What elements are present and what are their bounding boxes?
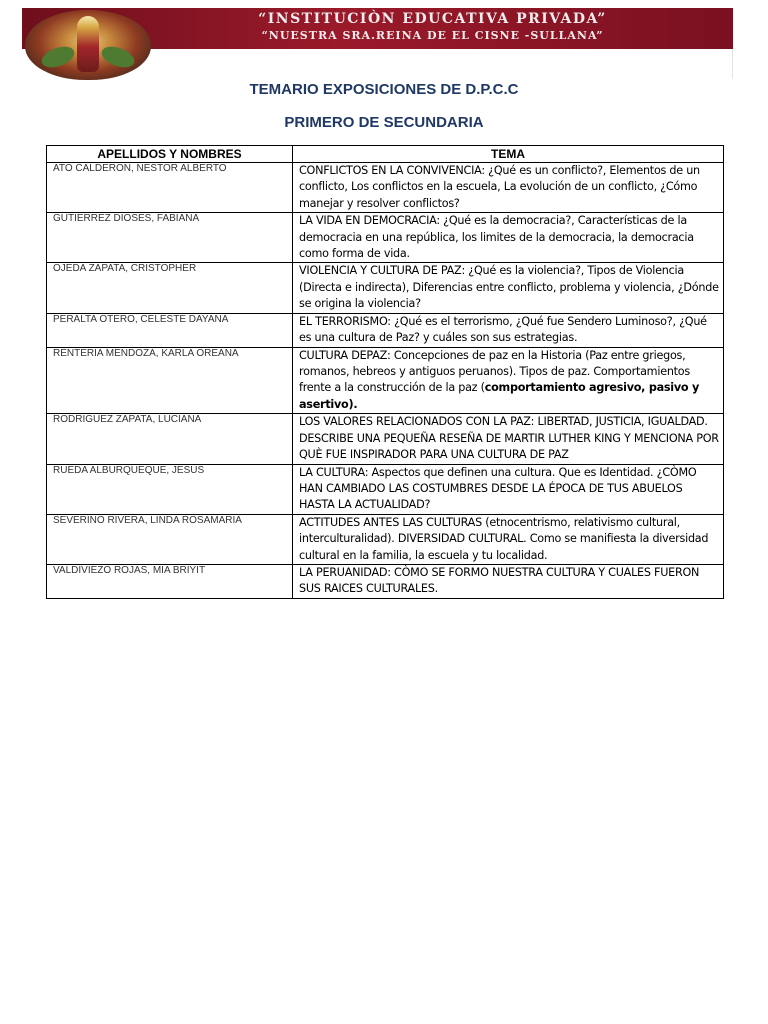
student-name: VALDIVIEZO ROJAS, MIA BRIYIT (47, 564, 293, 598)
table-row (47, 163, 724, 213)
table-row (47, 514, 724, 564)
topic-text: LOS VALORES RELACIONADOS CON LA PAZ: LIBERTAD, JUSTICIA, IGUALDAD. DESCRIBE UNA PEQUEÑA RESEÑA DE MARTIR LUTHER KING Y MENCIONA POR QUÈ FUE INSPIRADOR PARA UNA CULTURA DE PAZ (299, 415, 719, 462)
topic-text: CULTURA DEPAZ: Concepciones de paz en la Historia (Paz entre griegos, romanos, hebreos y antiguos peruanos). Tipos de paz. Comportamientos frente a la construcción de la paz ( (299, 348, 690, 395)
school-name: “INSTITUCIÒN EDUCATIVA PRIVADA” (258, 11, 607, 27)
table-row (47, 464, 724, 514)
topic-text: ACTITUDES ANTES LAS CULTURAS (etnocentrismo, relativismo cultural, interculturalidad). DIVERSIDAD CULTURAL. Como se manifiesta la diversidad cultural en la familia, la escuela y tu localidad. (299, 515, 709, 562)
topic-cell (293, 347, 724, 414)
topic-text: LA VIDA EN DEMOCRACIA: ¿Qué es la democracia?, Características de la democracia en una república, los limites de la democracia, la democracia como forma de vida. (299, 214, 694, 261)
table-row (47, 263, 724, 313)
student-name: OJEDA ZAPATA, CRISTOPHER (47, 263, 293, 313)
student-name: ATO CALDERON, NESTOR ALBERTO (47, 163, 293, 213)
table-row (47, 213, 724, 263)
student-name: RUEDA ALBURQUEQUE, JESUS (47, 464, 293, 514)
table-row (47, 313, 724, 347)
topic-cell (293, 313, 724, 347)
table-header-row (47, 146, 724, 163)
topic-text: EL TERRORISMO: ¿Qué es el terrorismo, ¿Qué fue Sendero Luminoso?, ¿Qué es una cultura de Paz? y cuáles son sus estrategias. (299, 314, 707, 345)
student-name: SEVERINO RIVERA, LINDA ROSAMARIA (47, 514, 293, 564)
student-name: RENTERIA MENDOZA, KARLA OREANA (47, 347, 293, 414)
student-name: GUTIERREZ DIOSES, FABIANA (47, 213, 293, 263)
table-row (47, 414, 724, 464)
topic-cell (293, 514, 724, 564)
table-row (47, 347, 724, 414)
student-name: PERALTA OTERO, CELESTE DAYANA (47, 313, 293, 347)
header-names: APELLIDOS Y NOMBRES (47, 146, 293, 163)
topic-text: LA PERUANIDAD: CÒMO SE FORMO NUESTRA CULTURA Y CUALES FUERON SUS RAICES CULTURALES. (299, 565, 700, 596)
topic-cell (293, 414, 724, 464)
page-title: TEMARIO EXPOSICIONES DE D.P.C.C (249, 81, 519, 98)
header-topic: TEMA (293, 146, 724, 163)
topic-cell (293, 263, 724, 313)
topic-text: VIOLENCIA Y CULTURA DE PAZ: ¿Qué es la violencia?, Tipos de Violencia (Directa e indirecta), Diferencias entre conflicto, problema y violencia, ¿Dónde se origina la violencia? (299, 264, 719, 311)
topic-text: LA CULTURA: Aspectos que definen una cultura. Que es Identidad. ¿CÒMO HAN CAMBIADO LAS COSTUMBRES DESDE LA ÉPOCA DE TUS ABUELOS HASTA LA ACTUALIDAD? (299, 465, 697, 512)
topics-table (46, 145, 724, 599)
topic-bold-text: comportamiento agresivo, pasivo y asertivo). (299, 381, 700, 411)
page-subtitle: PRIMERO DE SECUNDARIA (284, 114, 484, 131)
student-name: RODRIGUEZ ZAPATA, LUCIANA (47, 414, 293, 464)
table-row (47, 564, 724, 598)
school-subtitle: “NUESTRA SRA.REINA DE EL CISNE -SULLANA” (261, 29, 604, 42)
topic-cell (293, 564, 724, 598)
topic-cell (293, 163, 724, 213)
header-edge (732, 49, 733, 79)
topic-cell (293, 213, 724, 263)
topic-cell (293, 464, 724, 514)
school-seal-image (25, 10, 151, 80)
topic-text: CONFLICTOS EN LA CONVIVENCIA: ¿Qué es un conflicto?, Elementos de un conflicto, Los conflictos en la escuela, La evolución de un conflicto, ¿Cómo manejar y resolver conflictos? (299, 164, 700, 210)
